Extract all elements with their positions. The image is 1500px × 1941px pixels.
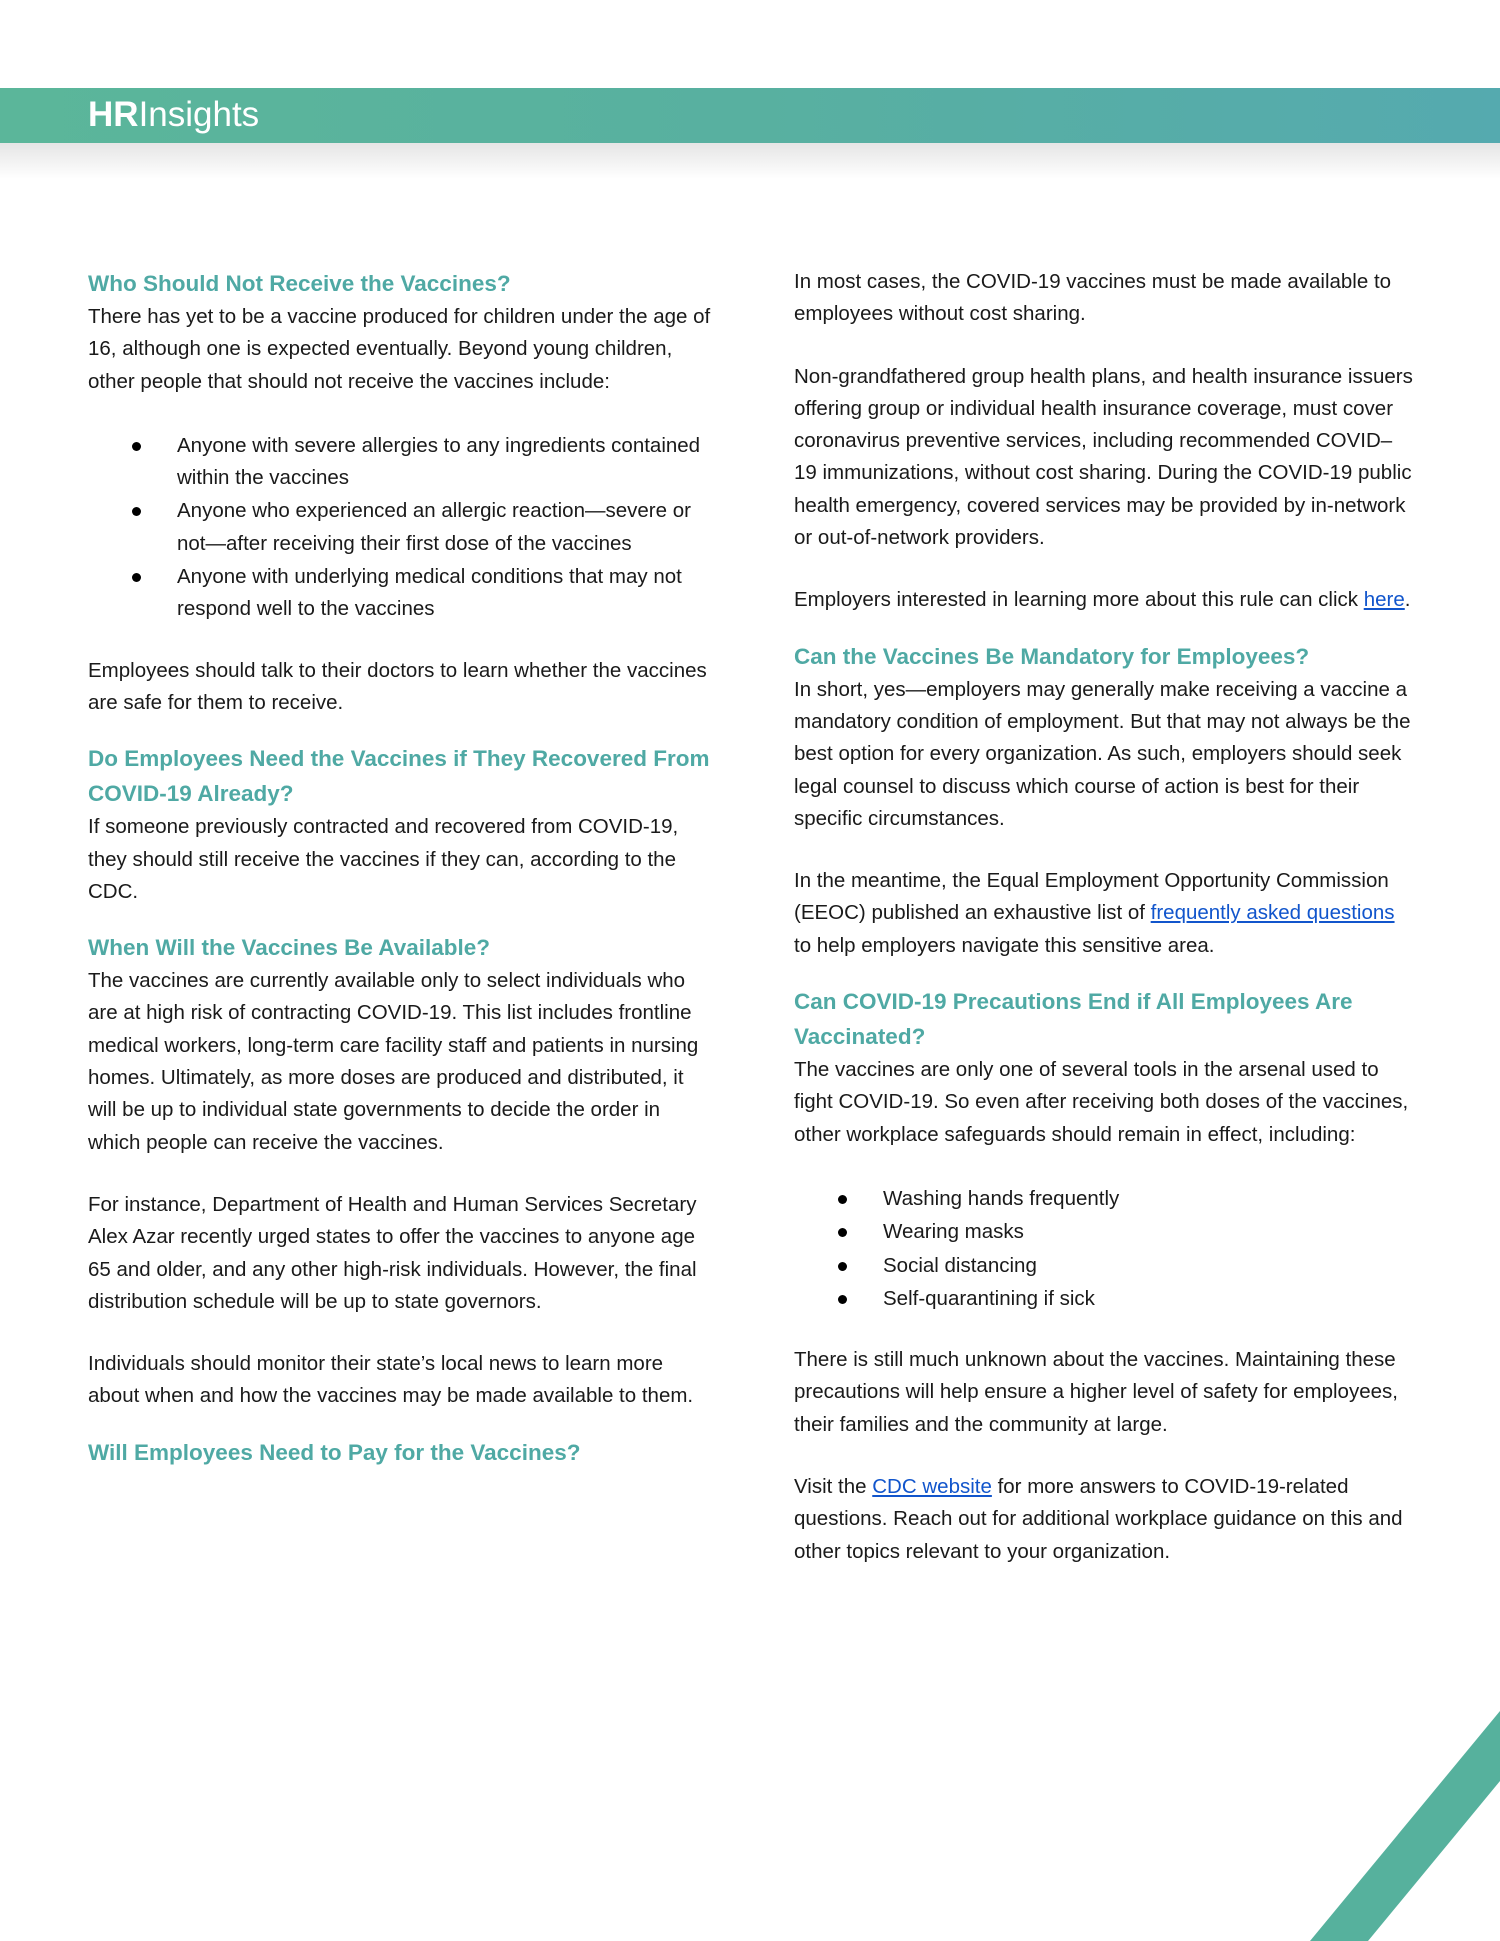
list-item: Anyone who experienced an allergic reaction—severe or not—after receiving their first dose of the vaccines xyxy=(88,495,714,560)
list-item: Social distancing xyxy=(794,1250,1414,1282)
paragraph: In the meantime, the Equal Employment Opportunity Commission (EEOC) published an exhaustive list of frequently asked questions to help employers navigate this sensitive area. xyxy=(794,869,1395,957)
paragraph: There has yet to be a vaccine produced for children under the age of 16, although one is expected eventually. Beyond young children, other people that should not receive the vaccines include: xyxy=(88,305,711,393)
paragraph: Employees should talk to their doctors to learn whether the vaccines are safe for them to receive. xyxy=(88,658,707,714)
corner-stripe-decoration xyxy=(1310,1711,1500,1941)
paragraph: The vaccines are currently available only to select individuals who are at high risk of contracting COVID-19. This list includes frontline medical workers, long-term care facility staff and patients in nursing homes. Ultimately, as more doses are produced and distributed, it will be up to individual state governments to decide the order in which people can receive the vaccines. xyxy=(88,969,699,1154)
paragraph: Individuals should monitor their state’s local news to learn more about when and how the vaccines may be made available to them. xyxy=(88,1352,694,1408)
paragraph: The vaccines are only one of several tools in the arsenal used to fight COVID-19. So even after receiving both doses of the vaccines, other workplace safeguards should remain in effect, including: xyxy=(794,1058,1409,1146)
logo-light-text: Insights xyxy=(138,95,260,134)
bullet-list-safeguards xyxy=(794,1183,1414,1315)
left-column xyxy=(88,266,714,1470)
paragraph: There is still much unknown about the vaccines. Maintaining these precautions will help ensure a higher level of safety for employees, their families and the community at large. xyxy=(794,1348,1398,1436)
here-link[interactable]: here xyxy=(1363,588,1405,612)
paragraph: If someone previously contracted and recovered from COVID-19, they should still receive the vaccines if they can, according to the CDC. xyxy=(88,815,679,903)
heading-when-available: When Will the Vaccines Be Available? xyxy=(88,935,491,961)
cdc-website-link[interactable]: CDC website xyxy=(872,1475,992,1499)
list-item: Anyone with underlying medical conditions that may not respond well to the vaccines xyxy=(88,561,714,626)
heading-who-should-not-receive: Who Should Not Receive the Vaccines? xyxy=(88,271,511,296)
hr-insights-logo xyxy=(88,94,259,136)
list-item: Self-quarantining if sick xyxy=(794,1283,1414,1315)
list-item: Wearing masks xyxy=(794,1216,1414,1248)
bullet-icon xyxy=(838,1295,847,1304)
paragraph: Non-grandfathered group health plans, and health insurance issuers offering group or individual health insurance coverage, must cover coronavirus preventive services, including recommended COVID–19 immunizations, without cost sharing. During the COVID-19 public health emergency, covered services may be provided by in-network or out-of-network providers. xyxy=(794,364,1413,550)
bullet-icon xyxy=(838,1228,847,1237)
paragraph: In most cases, the COVID-19 vaccines must be made available to employees without cost sharing. xyxy=(794,270,1392,326)
paragraph: In short, yes—employers may generally make receiving a vaccine a mandatory condition of employment. But that may not always be the best option for every organization. As such, employers should seek legal counsel to discuss which course of action is best for their specific circumstances. xyxy=(794,677,1411,830)
bullet-icon xyxy=(838,1262,847,1271)
list-item: Washing hands frequently xyxy=(794,1183,1414,1215)
paragraph: Employers interested in learning more about this rule can click here. xyxy=(794,588,1411,612)
logo-bold-text: HR xyxy=(88,95,139,134)
bullet-icon xyxy=(132,442,141,451)
heading-precautions-end: Can COVID-19 Precautions End if All Employees Are Vaccinated? xyxy=(794,989,1353,1050)
bullet-icon xyxy=(132,507,141,516)
header-shadow xyxy=(0,143,1500,179)
paragraph: Visit the CDC website for more answers to COVID-19-related questions. Reach out for additional workplace guidance on this and other topics relevant to your organization. xyxy=(794,1475,1403,1563)
corner-stripe-shape xyxy=(1310,1711,1500,1941)
heading-pay-for-vaccines: Will Employees Need to Pay for the Vaccines? xyxy=(88,1439,581,1465)
faq-link[interactable]: frequently asked questions xyxy=(1150,901,1395,925)
right-column xyxy=(794,266,1414,1568)
bullet-list-exclusions xyxy=(88,430,714,626)
paragraph: For instance, Department of Health and Human Services Secretary Alex Azar recently urged states to offer the vaccines to anyone age 65 and older, and any other high-risk individuals. However, the final distribution schedule will be up to state governors. xyxy=(88,1192,697,1313)
heading-recovered-covid: Do Employees Need the Vaccines if They Recovered From COVID-19 Already? xyxy=(88,746,710,807)
bullet-icon xyxy=(132,573,141,582)
heading-mandatory-vaccines: Can the Vaccines Be Mandatory for Employees? xyxy=(794,643,1310,669)
bullet-icon xyxy=(838,1195,847,1204)
list-item: Anyone with severe allergies to any ingredients contained within the vaccines xyxy=(88,430,714,495)
